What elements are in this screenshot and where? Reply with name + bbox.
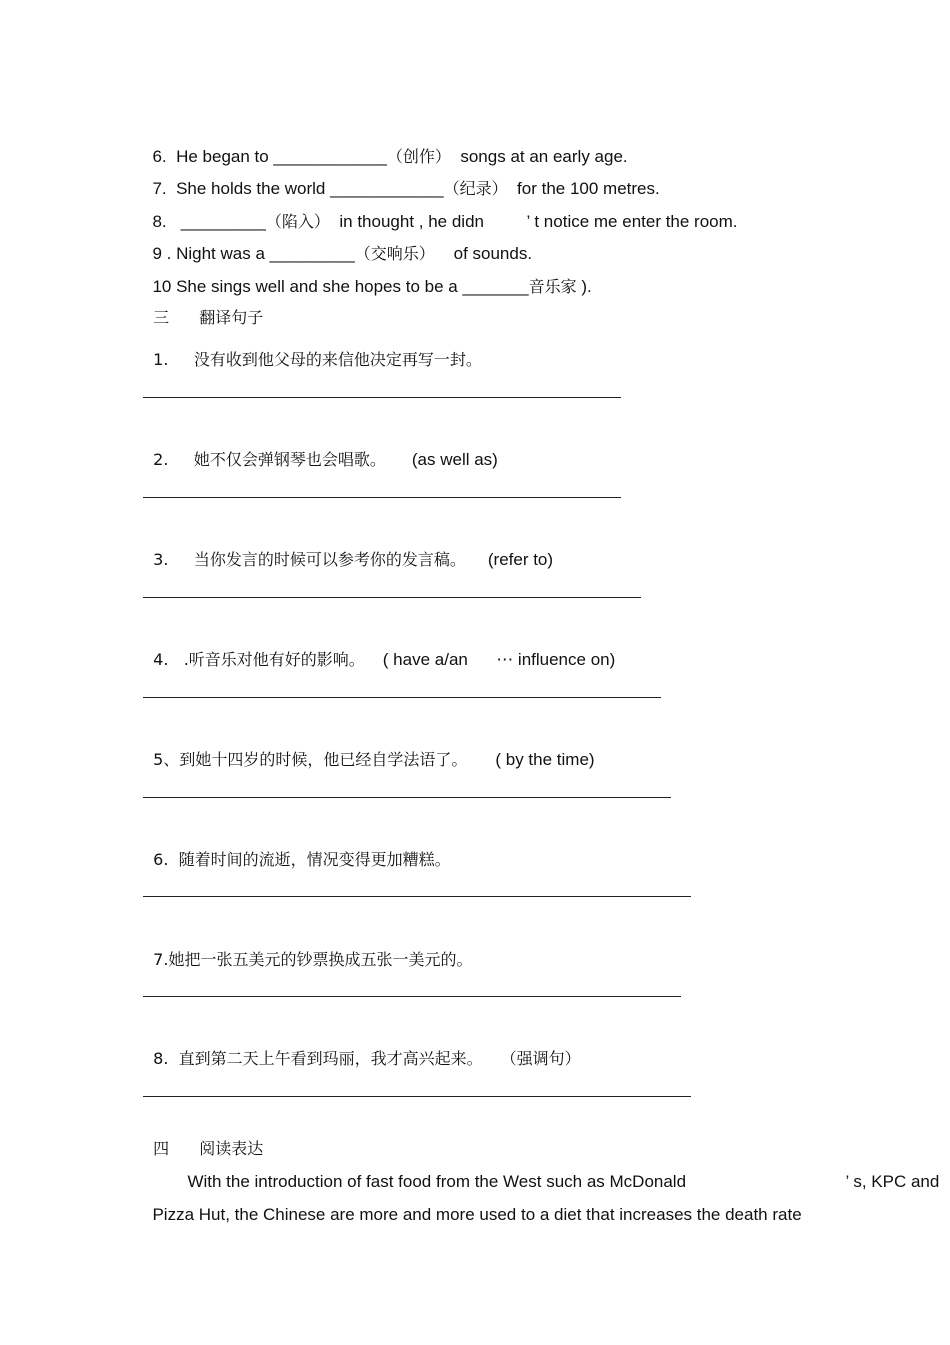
section-number: 四 bbox=[153, 1139, 170, 1158]
answer-line bbox=[143, 797, 671, 798]
fill-blank-text: ). bbox=[576, 277, 592, 296]
passage-text: ’ s, KPC and bbox=[845, 1172, 940, 1191]
translation-hint: (refer to) bbox=[487, 550, 554, 569]
translation-sentence: 4. .听音乐对他有好的影响。 bbox=[153, 650, 365, 669]
fill-blank-chinese-hint: 音乐家 bbox=[528, 277, 577, 296]
translation-item bbox=[143, 627, 615, 671]
passage-text: Pizza Hut, the Chinese are more and more used to a diet that increases the death rate bbox=[152, 1205, 802, 1224]
translation-hint: ( by the time) bbox=[495, 750, 595, 769]
translation-item bbox=[143, 927, 472, 971]
translation-item bbox=[143, 327, 482, 371]
fill-blank-text: 9 . Night was a _________ bbox=[152, 244, 355, 263]
translation-hint: ( have a/an ⋯ influence on) bbox=[382, 650, 616, 669]
translation-item bbox=[143, 1026, 581, 1070]
translation-item bbox=[143, 527, 553, 571]
section-heading bbox=[143, 285, 263, 329]
answer-line bbox=[143, 896, 691, 897]
translation-hint: （强调句） bbox=[500, 1049, 581, 1068]
answer-line bbox=[143, 397, 621, 398]
translation-item bbox=[143, 427, 498, 471]
translation-hint: (as well as) bbox=[411, 450, 498, 469]
section-title: 翻译句子 bbox=[199, 308, 264, 327]
section-number: 三 bbox=[153, 308, 170, 327]
fill-blank-text: in thought , he didn ’ t notice me enter the room. bbox=[329, 212, 738, 231]
answer-line bbox=[143, 597, 641, 598]
passage-text: With the introduction of fast food from the West such as McDonald bbox=[187, 1172, 687, 1191]
translation-sentence: 8. 直到第二天上午看到玛丽，我才高兴起来。 bbox=[153, 1049, 483, 1068]
passage-line bbox=[143, 1182, 802, 1226]
translation-item bbox=[143, 727, 595, 771]
answer-line bbox=[143, 497, 621, 498]
translation-sentence: 3. 当你发言的时候可以参考你的发言稿。 bbox=[153, 550, 466, 569]
fill-blank-text: 6. He began to ____________ bbox=[152, 147, 387, 166]
fill-blank-chinese-hint: （创作） bbox=[386, 147, 451, 166]
fill-blank-text: 8. _________ bbox=[152, 212, 266, 231]
answer-line bbox=[143, 996, 681, 997]
translation-sentence: 2. 她不仅会弹钢琴也会唱歌。 bbox=[153, 450, 386, 469]
translation-sentence: 1. 没有收到他父母的来信他决定再写一封。 bbox=[153, 350, 482, 369]
translation-sentence: 7.她把一张五美元的钞票换成五张一美元的。 bbox=[153, 950, 473, 969]
fill-blank-text: songs at an early age. bbox=[450, 147, 628, 166]
section-title: 阅读表达 bbox=[199, 1139, 264, 1158]
fill-blank-chinese-hint: （陷入） bbox=[265, 212, 330, 231]
translation-sentence: 6. 随着时间的流逝，情况变得更加糟糕。 bbox=[153, 850, 451, 869]
translation-sentence: 5、到她十四岁的时候，他已经自学法语了。 bbox=[153, 750, 468, 769]
passage-line bbox=[836, 1149, 939, 1193]
answer-line bbox=[143, 697, 661, 698]
fill-blank-text: of sounds. bbox=[434, 244, 533, 263]
translation-item bbox=[143, 827, 451, 871]
answer-line bbox=[143, 1096, 691, 1097]
fill-blank-chinese-hint: （交响乐） bbox=[354, 244, 435, 263]
fill-blank-text: 10 She sings well and she hopes to be a _______ bbox=[152, 277, 529, 296]
fill-blank-text: 7. She holds the world ____________ bbox=[152, 179, 444, 198]
fill-blank-chinese-hint: （纪录） bbox=[443, 179, 508, 198]
fill-blank-text: for the 100 metres. bbox=[507, 179, 660, 198]
